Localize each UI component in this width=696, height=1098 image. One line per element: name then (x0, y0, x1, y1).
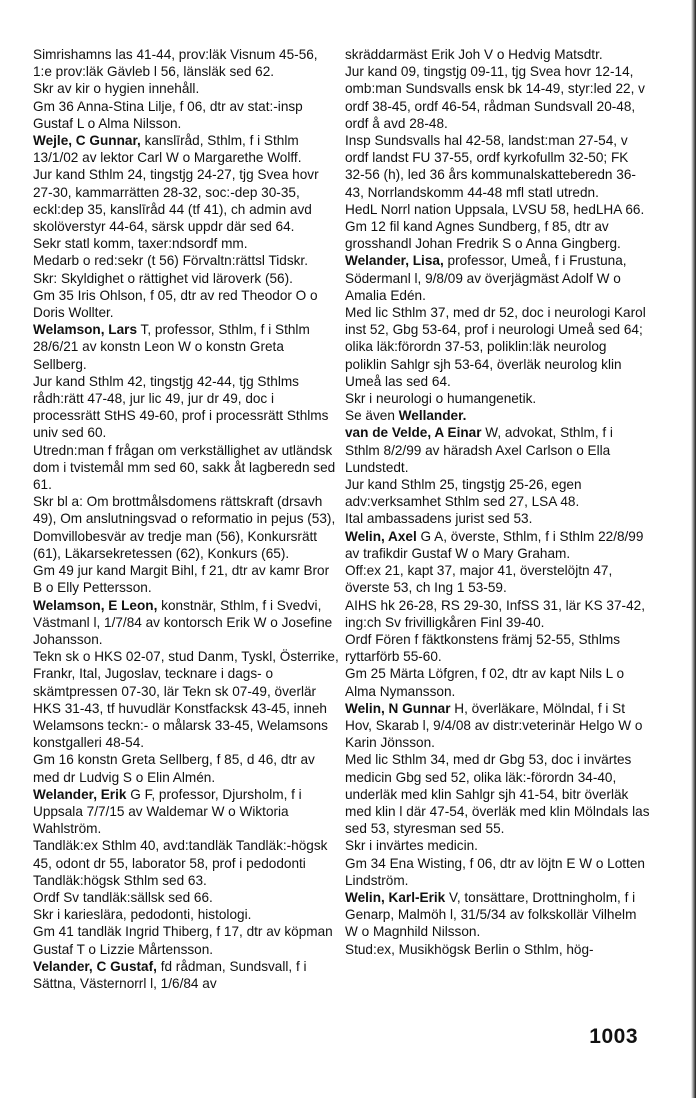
entry-text: Skr: Skyldighet o rättighet vid läroverk (56). (33, 270, 293, 286)
entry-text: Utredn:man f frågan om verkställighet av utländsk dom i tvistemål mm sed 60, sakk åt lagberedn sed 61. (33, 442, 336, 493)
biography-entry (33, 46, 339, 132)
entry-text-line (33, 235, 339, 252)
entry-text: Gm 35 Iris Ohlson, f 05, dtr av red Theodor O o Doris Wollter. (33, 287, 318, 321)
entry-text-line (345, 855, 651, 889)
entry-text: G A, överste, Sthlm, f i Sthlm 22/8/99 av trafikdir Gustaf W o Mary Graham. (345, 528, 644, 561)
entry-text-line (33, 562, 339, 596)
biography-entry (345, 700, 651, 889)
entry-text: HedL Norrl nation Uppsala, LVSU 58, hedLHA 66. (345, 201, 645, 217)
biography-entry (345, 889, 651, 958)
entry-text: Skr bl a: Om brottmålsdomens rättskraft (drsavh 49), Om anslutningsvad o reformatio in pejus (53), Domvillobesvär av tredje man (56), Konkursrätt (61), Läkarsekretessen (62), Konkurs (65). (33, 494, 336, 561)
see-also-line (345, 407, 651, 424)
see-also-prefix: Se även (345, 408, 395, 424)
entry-text-line (33, 287, 339, 321)
biography-entry (345, 424, 651, 527)
biography-entry (345, 46, 651, 252)
entry-text: Gm 34 Ena Wisting, f 06, dtr av löjtn E W o Lotten Lindström. (345, 855, 645, 888)
biography-entry (33, 132, 339, 321)
entry-text: Gm 36 Anna-Stina Lilje, f 06, dtr av stat:-insp Gustaf L o Alma Nilsson. (33, 98, 303, 131)
entry-text: Insp Sundsvalls hal 42-58, landst:man 27-54, v ordf landst FU 37-55, ordf kyrkofullm 32-50; FK 32-56 (h), led 36 års kommunalskatteberedn 36-43, Norrlandskomm 44-48 mfl statl utredn. (345, 133, 636, 200)
biography-entry (33, 321, 339, 596)
entry-text-line (345, 751, 651, 837)
entry-text: Medarb o red:sekr (t 56) Förvaltn:rättsl Tidskr. (33, 253, 308, 269)
see-also-name: Wellander. (398, 408, 467, 424)
biography-entry (33, 786, 339, 958)
entry-text: T, professor, Sthlm, f i Sthlm 28/6/21 av konstn Leon W o konstn Greta Sellberg. (33, 322, 310, 372)
biography-entry (345, 252, 651, 407)
entry-head-name: Welander, Erik (33, 786, 127, 802)
entry-text: Gm 41 tandläk Ingrid Thiberg, f 17, dtr av köpman Gustaf T o Lizzie Mårtensson. (33, 924, 333, 957)
entry-text-line (345, 63, 651, 132)
entry-text-line (33, 923, 339, 957)
entry-text: konstnär, Sthlm, f i Svedvi, Västmanl l, 1/7/84 av kontorsch Erik W o Josefine Johansson. (33, 597, 333, 647)
entry-text: AIHS hk 26-28, RS 29-30, InfSS 31, lär KS 37-42, ing:ch Sv frivilligkåren Finl 39-40. (345, 597, 645, 630)
entry-text: kanslīråd, Sthlm, f i Sthlm 13/1/02 av lektor Carl W o Margarethe Wolff. (33, 133, 302, 166)
page-edge-shadow (691, 0, 696, 1098)
entry-head-name: Welin, Axel (345, 528, 417, 544)
entry-text: Stud:ex, Musikhögsk Berlin o Sthlm, hög- (345, 941, 594, 957)
entry-text-line (345, 510, 651, 527)
entry-text: Ordf Sv tandläk:sällsk sed 66. (33, 889, 213, 905)
entry-text: Med lic Sthlm 34, med dr Gbg 53, doc i invärtes medicin Gbg sed 52, olika läk:-förordn 34-40, underläk med klin Sahlgr sjh 41-54, bitr överläk med klin l där 47-54, överläk med klin Mölndals las sed 53, styresman sed 55. (345, 752, 650, 837)
entry-text-line (33, 166, 339, 235)
biography-entry (345, 528, 651, 700)
entry-text-line (345, 889, 651, 941)
entry-text-line (345, 597, 651, 631)
entry-text-line (33, 958, 339, 992)
entry-text-line (33, 493, 339, 562)
biography-entry (345, 407, 651, 424)
entry-text-line (345, 252, 651, 304)
right-column (345, 46, 651, 958)
entry-text-line (33, 837, 339, 889)
entry-text: Off:ex 21, kapt 37, major 41, överstelöjtn 47, överste 53, ch Ing 1 53-59. (345, 563, 613, 596)
entry-text: Jur kand Sthlm 42, tingstjg 42-44, tjg Sthlms rådh:rätt 47-48, jur lic 49, jur dr 49, doc i processrätt StHS 49-60, prof i processrätt Sthlms univ sed 60. (33, 373, 329, 441)
entry-text-line (345, 201, 651, 218)
entry-text: Tandläk:ex Sthlm 40, avd:tandläk Tandläk:-högsk 45, odont dr 55, laborator 58, prof i pedodonti Tandläk:högsk Sthlm sed 63. (33, 838, 328, 888)
entry-text-line (33, 648, 339, 751)
left-column (33, 46, 339, 992)
entry-head-name: Velander, C Gustaf, (33, 958, 157, 974)
biography-entry (33, 597, 339, 786)
entry-text-line (33, 906, 339, 923)
entry-text-line (33, 252, 339, 269)
entry-text-line (33, 270, 339, 287)
entry-text: Gm 16 konstn Greta Sellberg, f 85, d 46, dtr av med dr Ludvig S o Elin Almén. (33, 752, 315, 785)
entry-head-name: Welamson, E Leon, (33, 597, 158, 613)
entry-text-line (345, 631, 651, 665)
entry-text-line (345, 424, 651, 476)
entry-text: Skr i invärtes medicin. (345, 838, 478, 854)
entry-text: Jur kand 09, tingstjg 09-11, tjg Svea hovr 12-14, omb:man Sundsvalls ensk bk 14-49, styr:led 22, v ordf 38-45, ordf 46-54, rådman Sundsvall 20-48, ordf å avd 28-48. (345, 64, 645, 131)
entry-text: G F, professor, Djursholm, f i Uppsala 7/7/15 av Waldemar W o Wiktoria Wahlström. (33, 786, 302, 837)
entry-text: Skr i neurologi o humangenetik. (345, 391, 537, 407)
entry-text: skräddarmäst Erik Joh V o Hedvig Matsdtr. (345, 47, 603, 62)
entry-text-line (33, 597, 339, 649)
entry-text-line (345, 476, 651, 510)
entry-text-line (33, 751, 339, 785)
entry-text: Jur kand Sthlm 24, tingstjg 24-27, tjg Svea hovr 27-30, kammarrätten 28-32, soc:-dep 30-35, eckl:dep 35, kanslīråd 44 (tf 41), ch admin avd skolöverstyr 44-64, särsk uppdr där sed 64. (33, 167, 319, 235)
entry-text: Skr av kir o hygien innehåll. (33, 81, 200, 97)
entry-text-line (345, 941, 651, 958)
entry-text: Gm 49 jur kand Margit Bihl, f 21, dtr av kamr Bror B o Elly Pettersson. (33, 563, 330, 596)
entry-text: Jur kand Sthlm 25, tingstjg 25-26, egen adv:verksamhet Sthlm sed 27, LSA 48. (345, 477, 582, 510)
entry-text: Skr i karieslära, pedodonti, histologi. (33, 907, 252, 923)
biography-entry (33, 958, 339, 992)
entry-text-line (345, 304, 651, 390)
entry-text-line (33, 321, 339, 373)
entry-text-line (345, 700, 651, 752)
entry-head-name: van de Velde, A Einar (345, 425, 482, 441)
entry-text: fd rådman, Sundsvall, f i Sättna, Västernorrl l, 1/6/84 av (33, 958, 307, 991)
entry-text-line (345, 528, 651, 562)
entry-head-name: Welamson, Lars (33, 322, 138, 338)
entry-text-line (345, 132, 651, 201)
entry-head-name: Welin, N Gunnar (345, 700, 451, 716)
entry-text: Ordf Fören f fäktkonstens främj 52-55, Sthlms ryttarförb 55-60. (345, 631, 621, 665)
entry-text: V, tonsättare, Drottningholm, f i Genarp, Malmöh l, 31/5/34 av folkskollär Vilhelm W o Magnhild Nilsson. (345, 889, 637, 940)
entry-text: Gm 25 Märta Löfgren, f 02, dtr av kapt Nils L o Alma Nymansson. (345, 666, 625, 699)
entry-text: Med lic Sthlm 37, med dr 52, doc i neurologi Karol inst 52, Gbg 53-64, prof i neurologi Umeå sed 64; olika läk:förordn 37-53, poliklin:läk neurolog poliklin Sahlgr sjh 53-64, överläk neurolog klin Umeå las sed 64. (345, 305, 646, 389)
entry-text-line (33, 442, 339, 494)
entry-text-line (33, 132, 339, 166)
entry-text-line (33, 98, 339, 132)
entry-text-line (345, 665, 651, 699)
entry-head-name: Welin, Karl-Erik (345, 889, 446, 905)
entry-text-line (33, 46, 339, 80)
entry-text: Sekr statl komm, taxer:ndsordf mm. (33, 236, 248, 252)
entry-text-line (345, 218, 651, 252)
entry-text: Gm 12 fil kand Agnes Sundberg, f 85, dtr av grosshandl Johan Fredrik S o Anna Gingberg. (345, 219, 621, 252)
entry-text-line (33, 786, 339, 838)
entry-text-line (345, 562, 651, 596)
entry-text-line (345, 46, 651, 63)
entry-text-line (345, 837, 651, 854)
entry-text-line (33, 373, 339, 442)
entry-text: professor, Umeå, f i Frustuna, Södermanl l, 9/8/09 av överjägmäst Adolf W o Amalia Edén. (345, 253, 627, 303)
entry-text-line (33, 80, 339, 97)
page-number: 1003 (589, 1025, 638, 1048)
entry-text-line (345, 390, 651, 407)
entry-text: Simrishamns las 41-44, prov:läk Visnum 45-56, 1:e prov:läk Gävleb l 56, länsläk sed 62. (33, 47, 318, 80)
entry-text: H, överläkare, Mölndal, f i St Hov, Skarab l, 9/4/08 av distr:veterinär Helgo W o Karin Jönsson. (345, 700, 643, 751)
entry-text: Ital ambassadens jurist sed 53. (345, 511, 533, 527)
entry-text: W, advokat, Sthlm, f i Sthlm 8/2/99 av häradsh Axel Carlson o Ella Lundstedt. (345, 425, 613, 475)
entry-text: Tekn sk o HKS 02-07, stud Danm, Tyskl, Österrike, Frankr, Ital, Jugoslav, tecknare i dags- o skämtpressen 07-30, lär Tekn sk 07-49, överlär HKS 31-43, tf huvudlär Konstfacksk 43-45, inneh Welamsons teckn:- o målarsk 33-45, Welamsons konstgalleri 48-54. (33, 649, 339, 751)
entry-head-name: Wejle, C Gunnar, (33, 133, 141, 149)
entry-head-name: Welander, Lisa, (345, 253, 444, 269)
entry-text-line (33, 889, 339, 906)
